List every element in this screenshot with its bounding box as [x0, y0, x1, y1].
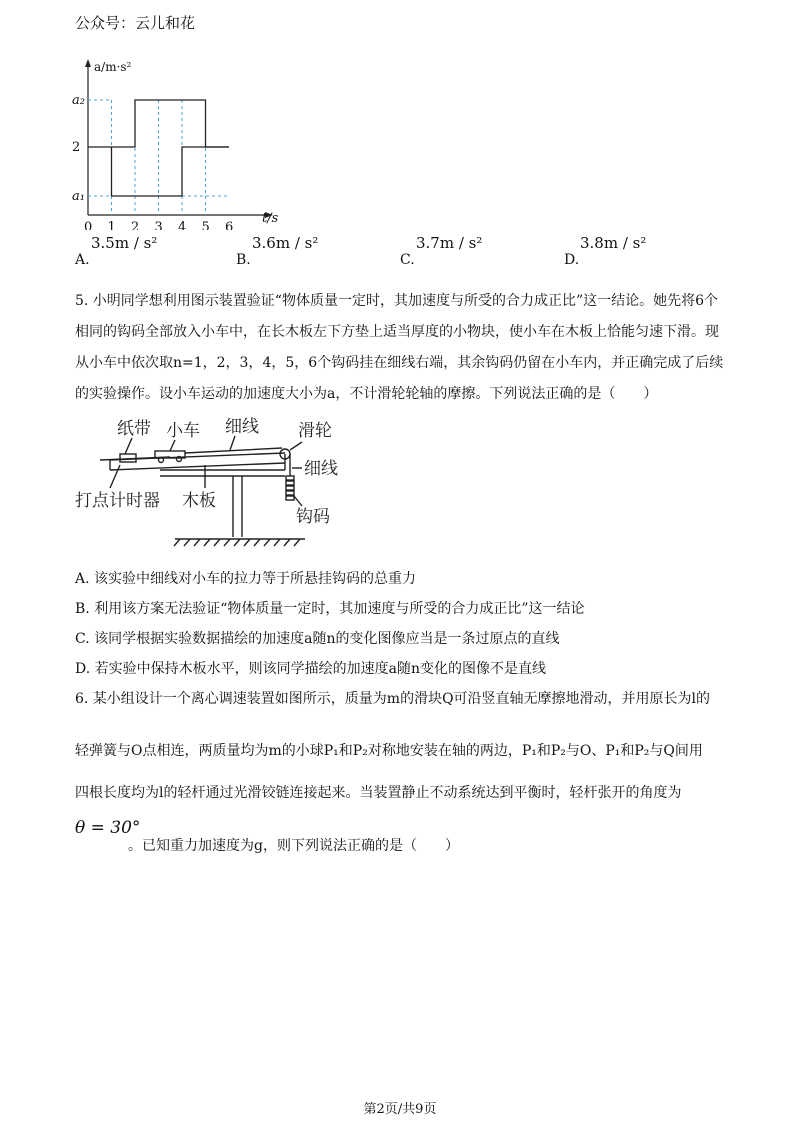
- q4-option-a-letter: A.: [75, 252, 90, 268]
- q5-option-a[interactable]: A. 该实验中细线对小车的拉力等于所悬挂钩码的总重力: [75, 571, 417, 587]
- header-text: 公众号：云儿和花: [75, 14, 196, 32]
- q5-option-b[interactable]: B. 利用该方案无法验证“物体质量一定时，其加速度与所受的合力成正比”这一结论: [75, 601, 585, 617]
- q4-option-c[interactable]: [400, 234, 483, 268]
- q5-stem-line-3: 从小车中依次取n=1，2，3，4，5，6个钩码挂在细线右端，其余钩码仍留在小车内，并正确完成了后续: [75, 355, 724, 371]
- label-board: 木板: [182, 491, 216, 511]
- x-tick-label: 1: [107, 220, 116, 230]
- q5-stem-line-2: 相同的钩码全部放入小车中，在长木板左下方垫上适当厚度的小物块，使小车在木板上恰能匀速下滑。现: [75, 324, 719, 340]
- q4-option-b-value: 3.6m / s²: [252, 234, 319, 252]
- y-tick-label: a₁: [72, 189, 85, 204]
- q5-stem-line-4: 的实验操作。设小车运动的加速度大小为a，不计滑轮轮轴的摩擦。下列说法正确的是（ ）: [75, 386, 658, 402]
- x-tick-label: 4: [178, 220, 187, 230]
- q6-line-3: 四根长度均为l的轻杆通过光滑铰链连接起来。当装置静止不动系统达到平衡时，轻杆张开的角度为: [75, 785, 682, 801]
- label-string-right: 细线: [304, 459, 338, 479]
- label-weights: 钩码: [296, 507, 330, 527]
- q4-option-c-letter: C.: [400, 252, 415, 268]
- q4-option-b[interactable]: [236, 234, 319, 268]
- q4-option-d-value: 3.8m / s²: [580, 234, 647, 252]
- y-axis-label: a/m·s²: [94, 60, 132, 74]
- x-tick-label: 3: [154, 220, 163, 230]
- x-tick-label: 6: [225, 220, 234, 230]
- q4-option-a[interactable]: [75, 234, 158, 268]
- q4-option-d[interactable]: [564, 234, 647, 268]
- q4-option-c-value: 3.7m / s²: [416, 234, 483, 252]
- x-tick-label: 2: [131, 220, 140, 230]
- series-line-2: [112, 100, 230, 147]
- q6-line-2: 轻弹簧与O点相连，两质量均为m的小球P₁和P₂对称地安装在轴的两边，P₁和P₂与O、P₁和P₂与Q间用: [75, 743, 703, 759]
- x-tick-label: 5: [201, 220, 210, 230]
- page-footer: 第2页/共9页: [363, 1102, 437, 1117]
- label-tape: 纸带: [117, 419, 151, 439]
- q6-line-1: 6. 某小组设计一个离心调速装置如图所示，质量为m的滑块Q可沿竖直轴无摩擦地滑动，并用原长为l的: [75, 691, 711, 707]
- x-axis-label: t/s: [262, 211, 279, 226]
- q5-option-d[interactable]: D. 若实验中保持木板水平，则该同学描绘的加速度a随n变化的图像不是直线: [75, 661, 546, 677]
- y-tick-label: a₂: [72, 93, 85, 108]
- acceleration-time-graph: [70, 55, 290, 230]
- label-cart: 小车: [166, 421, 200, 441]
- q5-apparatus-figure: [70, 410, 370, 555]
- x-tick-label: 0: [84, 220, 93, 230]
- q5-option-c[interactable]: C. 该同学根据实验数据描绘的加速度a随n的变化图像应当是一条过原点的直线: [75, 631, 560, 647]
- label-pulley: 滑轮: [298, 421, 332, 441]
- q6-line-4: 。已知重力加速度为g，则下列说法正确的是（ ）: [128, 838, 459, 854]
- y-axis-arrow: [85, 59, 91, 67]
- label-timer: 打点计时器: [75, 491, 160, 511]
- q4-option-a-value: 3.5m / s²: [91, 234, 158, 252]
- q5-stem-line-1: 5. 小明同学想利用图示装置验证“物体质量一定时，其加速度与所受的合力成正比”这一结论。她先将6个: [75, 293, 719, 309]
- q4-option-b-letter: B.: [236, 252, 251, 268]
- label-string-top: 细线: [225, 417, 259, 437]
- q5-stem: [75, 286, 735, 410]
- q6-theta: θ = 30°: [75, 818, 141, 838]
- q4-option-d-letter: D.: [564, 252, 580, 268]
- y-tick-label: 2: [72, 140, 81, 155]
